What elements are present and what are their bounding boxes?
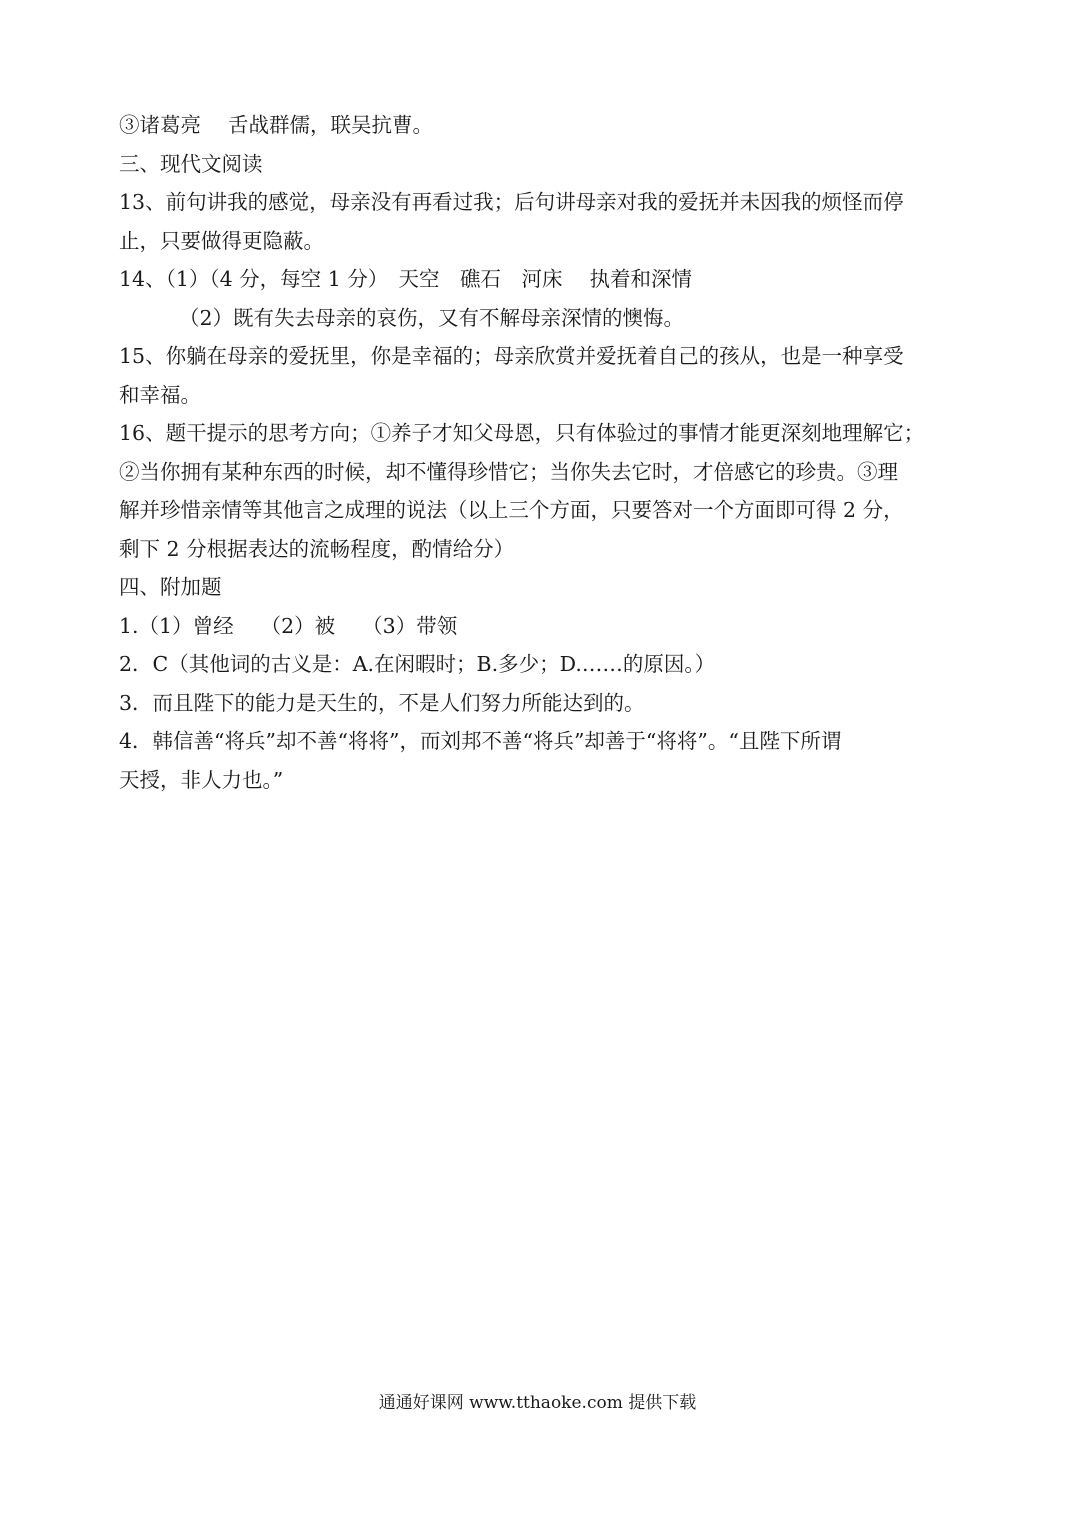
text-line-q15-a: 15、你躺在母亲的爱抚里，你是幸福的；母亲欣赏并爱抚着自己的孩从，也是一种享受: [119, 344, 904, 368]
section-heading-bonus: 四、附加题: [119, 575, 222, 599]
text-line-bonus-2: 2．C（其他词的古义是：A.在闲暇时；B.多少；D.……的原因。）: [119, 652, 716, 676]
text-line-q14-2: （2）既有失去母亲的哀伤，又有不解母亲深情的懊悔。: [179, 305, 685, 330]
answer-text-body: [119, 106, 964, 799]
text-line-bonus-3: 3．而且陛下的能力是天生的，不是人们努力所能达到的。: [119, 690, 645, 715]
text-line-bonus-4-a: 4．韩信善“将兵”却不善“将将”，而刘邦不善“将兵”却善于“将将”。“且陛下所谓: [119, 729, 842, 753]
text-line-q13-a: 13、前句讲我的感觉，母亲没有再看过我；后句讲母亲对我的爱抚并未因我的烦怪而停: [119, 190, 904, 214]
text-line-bonus-4-b: 天授，非人力也。”: [119, 767, 284, 792]
section-heading-modern-reading: 三、现代文阅读: [119, 151, 263, 176]
text-line-bonus-1: 1.（1）曾经 （2）被 （3）带领: [119, 613, 458, 638]
text-line-q14-1: 14、（1）（4 分，每空 1 分） 天空 礁石 河床 执着和深情: [119, 267, 693, 291]
page-footer: 通通好课网 www.tthaoke.com 提供下载: [378, 1393, 697, 1413]
text-line-q16-b: ②当你拥有某种东西的时候，却不懂得珍惜它；当你失去它时，才倍感它的珍贵。③理: [119, 459, 898, 484]
text-line-q16-a: 16、题干提示的思考方向；①养子才知父母恩，只有体验过的事情才能更深刻地理解它；: [119, 421, 925, 445]
text-line-q13-b: 止，只要做得更隐蔽。: [119, 228, 324, 253]
text-line-item-3-zhuge: ③诸葛亮 舌战群儒，联吴抗曹。: [119, 113, 434, 137]
text-line-q16-d: 剩下 2 分根据表达的流畅程度，酌情给分）: [119, 536, 515, 561]
text-line-q15-b: 和幸福。: [119, 382, 201, 407]
text-line-q16-c: 解并珍惜亲情等其他言之成理的说法（以上三个方面，只要答对一个方面即可得 2 分，: [119, 498, 904, 522]
